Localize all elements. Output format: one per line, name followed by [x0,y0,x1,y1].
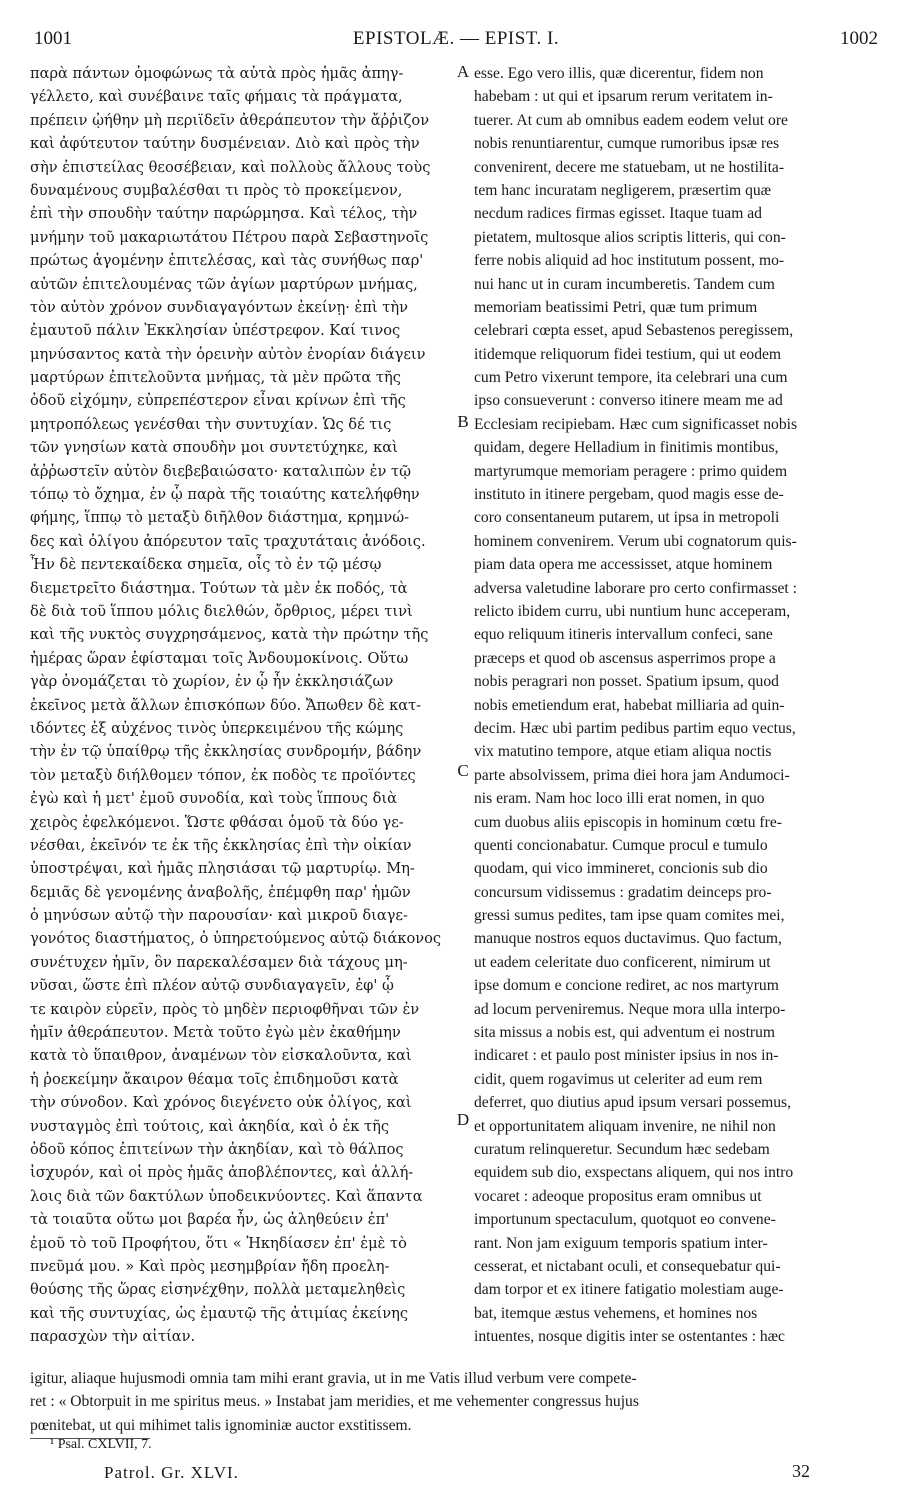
greek-text-line: μνήμην τοῦ μακαριωτάτου Πέτρου παρὰ Σεβαστηνοῖς [30,228,429,246]
greek-text-line: παρασχὼν τὴν αἰτίαν. [30,1328,196,1346]
greek-text-line: τῶν γνησίων κατὰ σπουδὴν μοι συντετύχηκε, καὶ [30,439,398,457]
footnote: ¹ Psal. CXLVII, 7. [50,1437,152,1452]
latin-text-line: ferre nobis aliquid ad hoc institutum possent, mo- [474,252,785,270]
greek-text-line: πνεῦμά μου. » Καὶ πρὸς μεσημβρίαν ἤδη προελη- [30,1257,390,1275]
page-number-left: 1001 [34,28,72,49]
greek-text-line: αὐτῶν ἐπιτελουμένας τῶν ἁγίων μαρτύρων μνήμας, [30,275,418,293]
greek-text-line: θούσης τῆς ὥρας εἰσηνέχθην, πολλὰ μεταμεληθεὶς [30,1281,406,1299]
greek-text-line: ἐμοῦ τὸ τοῦ Προφήτου, ὅτι « Ἠκηδίασεν ἐπ' ἐμὲ τὸ [30,1234,407,1252]
latin-text-line: curatum relinqueretur. Secundum hæc sedebam [474,1140,770,1158]
latin-text-line: decim. Hæc ubi partim pedibus partim equo vectus, [474,719,796,737]
greek-text-line: ἐκεῖνος μετὰ ἄλλων ἐπισκόπων δύο. Ἄπωθεν δὲ κατ- [30,696,422,714]
latin-text-line: nui hanc ut in curam incumberetis. Tandem cum [474,275,775,293]
latin-text-line: equo reliquum itineris intervallum confeci, sane [474,626,773,644]
greek-text-line: καὶ ἀφύτευτον ταύτην δυσμένειαν. Διὸ καὶ πρὸς τὴν [30,135,420,153]
greek-text-line: Ἦν δὲ πεντεκαίδεκα σημεῖα, οἷς τὸ ἐν τῷ μέσῳ [30,556,382,574]
greek-column [30,62,455,1348]
latin-text-line: necdum radices firmas egisset. Itaque tuam ad [474,205,762,223]
latin-text-line: et opportunitatem aliquam invenire, ne nihil non [474,1117,776,1135]
latin-text-line: vix matutino tempore, atque etiam aliqua noctis [474,743,772,761]
latin-text-line: nobis peragrari non posset. Spatium ipsum, quod [474,673,779,691]
latin-text-line: parte absolvissem, prima diei hora jam Andumoci- [474,766,790,784]
greek-text-line: τὴν σύνοδον. Καὶ χρόνος διεγένετο οὐκ ὀλίγος, καὶ [30,1094,412,1112]
greek-text-line: νῦσαι, ὥστε ἐπὶ πλέον αὐτῷ συνδιαγαγεῖν, ἐφ' ᾧ [30,977,394,995]
greek-text-line: γὰρ ὀνομάζεται τὸ χωρίον, ἐν ᾧ ἦν ἐκκλησιάζων [30,673,394,691]
latin-text-line: convenirent, decere me statuebam, ut ne hostilita- [474,158,785,176]
greek-text-line: φήμης, ἵππῳ τὸ μεταξὺ διῆλθον διάστημα, κρημνώ- [30,509,410,527]
latin-text-line: concursum vidissemus : gradatim deinceps pro- [474,883,772,901]
latin-text-line: ipse domum e concione rediret, ac nos martyrum [474,977,779,995]
greek-text-line: ἐγὼ καὶ ἡ μετ' ἐμοῦ συνοδία, καὶ τοὺς ἵππους διὰ [30,790,397,808]
latin-text-line: coro consentaneum putarem, ut ipsa in metropoli [474,509,780,527]
latin-text-line: dam torpor et ex itinere fatigatio molestiam auge- [474,1281,784,1299]
greek-text-line: τε καιρὸν εὑρεῖν, πρὸς τὸ μηδὲν περιοφθῆναι τῶν ἐν [30,1000,420,1018]
greek-text-line: νυσταγμὸς ἐπὶ τούτοις, καὶ ἀκηδία, καὶ ὁ ἐκ τῆς [30,1117,390,1135]
latin-text-line: tuerer. At cum ab omnibus eadem eodem velut ore [474,111,788,129]
latin-text-line: sita missus a nobis est, qui adventum ei nostrum [474,1024,776,1042]
latin-text-line: esse. Ego vero illis, quæ dicerentur, fidem non [474,65,764,82]
greek-text-line: δεμιᾶς δὲ γενομένης ἀναβολῆς, ἐπέμφθη παρ' ἡμῶν [30,883,411,901]
latin-text-line: gressi sumus pedites, tam ipse quam comites mei, [474,907,785,925]
margin-letter-b: B [457,412,469,431]
latin-text-line: cidit, quem rogavimus ut celeriter ad eum rem [474,1070,763,1088]
greek-text-line: τὸν αὐτὸν χρόνον συνδιαγαγόντων ἐκείνῃ· ἐπὶ τὴν [30,298,408,316]
latin-text-line: deferret, quo diutius apud ipsum versari possemus, [474,1094,792,1112]
greek-text-line: χειρὸς ἐφελκόμενοι. Ὥστε φθάσαι ὁμοῦ τὰ δύο γε- [30,813,404,831]
latin-text-line: ipso consueverunt : converso itinere meam me ad [474,392,783,410]
latin-text-line: ut eadem celeritate duo conficerent, nimirum ut [474,953,771,971]
greek-text-line: μηνύσαντος κατὰ τὴν ὀρεινὴν αὐτὸν ἐνορίαν διάγειν [30,345,426,363]
greek-text-line: πρέπειν ᾠήθην μὴ περιϊδεῖν ἀθεράπευτον τὴν ἄῤῥιζον [30,111,430,129]
latin-text-line: tem hanc incuratam negligerem, præsertim quæ [474,181,772,199]
latin-text-line: nobis renuntiarentur, cumque rumoribus ipsæ res [474,135,780,153]
greek-text-line: μητροπόλεως γενέσθαι τὴν συντυχίαν. Ὡς δέ τις [30,415,392,433]
greek-text-line: διεμετρεῖτο διάστημα. Τούτων τὰ μὲν ἐκ ποδός, τὰ [30,579,408,597]
greek-text-line: ἡ ῥοεκείμην ἄκαιρον θέαμα τοῖς ἐπιδημοῦσι κατὰ [30,1070,399,1088]
greek-text-line: καὶ τῆς συντυχίας, ὡς ἐμαυτῷ τῆς ἀτιμίας ἐκείνης [30,1304,409,1322]
greek-text-line: ἡμέρας ὥραν ἐφίσταμαι τοῖς Ἀνδουμοκίνοις. Οὕτω [30,649,409,667]
greek-text-line: τὰ τοιαῦτα οὕτω μοι βαρέα ἦν, ὡς ἀληθεύειν ἐπ' [30,1211,390,1229]
full-width-latin-paragraph [30,1367,892,1437]
greek-text-line: σὴν ἐπιστείλας θεοσέβειαν, καὶ πολλοὺς ἄλλους τοὺς [30,158,431,176]
volume-signature: Patrol. Gr. XLVI. [104,1463,239,1482]
latin-text-line: cum Petro vixerunt tempore, ita celebrari una cum [474,369,788,387]
latin-text-line: piam data opera me accessisset, atque hominem [474,556,773,574]
latin-text-line: importunum spectaculum, quotquot eo convene- [474,1211,776,1229]
greek-text-line: καὶ τῆς νυκτὸς συγχρησάμενος, κατὰ τὴν πρώτην τῆς [30,626,429,644]
greek-text-line: νέσθαι, ἐκεῖνόν τε ἐκ τῆς ἐκκλησίας ἐπὶ τὴν οἰκίαν [30,836,412,854]
greek-text-line: ἡμῖν ἀθεράπευτον. Μετὰ τοῦτο ἐγὼ μὲν ἐκαθήμην [30,1024,401,1042]
greek-text-line: τὴν ἐν τῷ ὑπαίθρῳ τῆς ἐκκλησίας συνδρομήν, βάδην [30,743,422,761]
latin-text-line: bat, itemque æstus vehemens, et homines nos [474,1304,758,1322]
latin-text-line: adversa valetudine laborare pro certo confirmasset : [474,579,797,597]
latin-text-line: instituto in itinere pergebam, quod magis esse de- [474,486,784,504]
latin-text-line: Ecclesiam recipiebam. Hæc cum significasset nobis [474,415,798,433]
page-header [34,28,878,54]
latin-text-line: rant. Non jam exiguum temporis spatium inter- [474,1234,768,1252]
latin-text-line: nis eram. Nam hoc loco illi erat nomen, in quo [474,790,765,808]
greek-text-line: μαρτύρων ἐπιτελοῦντα μνήμας, τὰ μὲν πρῶτα τῆς [30,369,401,387]
latin-text-line: ret : « Obtorpuit in me spiritus meus. » Instabat jam meridies, et me vehementer congressus hujus [30,1393,639,1411]
greek-text-line: πρώτως ἀγομένην ἐπιτελέσας, καὶ τὰς συνήθως παρ' [30,252,424,270]
latin-text-line: igitur, aliaque hujusmodi omnia tam mihi erant gravia, ut in me Vatis illud verbum vere compete- [30,1370,637,1387]
greek-text-line: λοις διὰ τῶν δακτύλων ὑποδεικνύοντες. Καὶ ἅπαντα [30,1187,423,1205]
latin-text-line: martyrumque memoriam peragere : primo quidem [474,462,788,480]
latin-text-line: manuque nostros equos ductavimus. Quo factum, [474,930,782,948]
latin-text-line: cesserat, et nictabant oculi, et consequebatur qui- [474,1257,781,1275]
greek-text-line: ιδόντες ἐξ αὐχένος τινὸς ὑπερκειμένου τῆς κώμης [30,719,404,737]
latin-text-line: cum duobus aliis episcopis in hominum cœtu fre- [474,813,782,831]
latin-text-line: hominem convenirem. Verum ubi cognatorum quis- [474,532,797,550]
greek-text-line: δὲ διὰ τοῦ ἵππου μόλις διελθών, ὄρθριος, μέρει τινὶ [30,602,413,620]
greek-text-line: ὑποστρέψαι, καὶ ἡμᾶς πλησιάσαι τῷ μαρτυρίῳ. Μη- [30,860,415,878]
sheet-number: 32 [792,1461,810,1481]
latin-text-line: celebrari cœpta esset, apud Sebastenos peregissem, [474,322,794,340]
page-number-right: 1002 [840,28,878,49]
greek-text-line: ἐμαυτοῦ πάλιν Ἐκκλησίαν ὑπέστρεφον. Καί τινος [30,322,401,340]
latin-text-line: pœnitebat, ut qui mihimet talis ignominiæ auctor exstitissem. [30,1416,412,1434]
latin-text-line: ad locum perveniremus. Neque mora ulla interpo- [474,1000,786,1018]
greek-text-line: κατὰ τὸ ὕπαιθρον, ἀναμένων τὸν εἰσκαλοῦντα, καὶ [30,1047,412,1065]
greek-text-line: ὁδοῦ εἰχόμην, εὐπρεπέστερον εἶναι κρίνων ἐπὶ τῆς [30,392,406,410]
latin-text-line: vocaret : adeoque propositus eram omnibus ut [474,1187,762,1205]
greek-text-line: γονότος διαστήματος, ὁ ὑπηρετούμενος αὐτῷ διάκονος [30,930,442,948]
greek-text-line: γέλλετο, καὶ συνέβαινε ταῖς φήμαις τὰ πράγματα, [30,88,403,106]
latin-text-line: nobis emetiendum erat, habebat milliaria ad quin- [474,696,785,714]
margin-letter-c: C [457,761,469,780]
greek-text-line: ἀῤῥωστεῖν αὐτὸν διεβεβαιώσατο· καταλιπὼν ἐν τῷ [30,462,411,480]
margin-letter-a: A [456,62,470,81]
latin-text-line: habebam : ut qui et ipsarum rerum veritatem in- [474,88,773,106]
latin-text-line: relicto ibidem curru, ubi nuntium hunc acceperam, [474,602,791,620]
latin-text-line: quidam, degere Helladium in finitimis montibus, [474,439,779,457]
greek-text-line: παρὰ πάντων ὁμοφώνως τὰ αὐτὰ πρὸς ἡμᾶς ἀπηγ- [30,65,404,82]
latin-text-line: quenti concionabatur. Cumque procul e tumulo [474,836,768,854]
greek-text-line: δες καὶ ὀλίγου ἀπόρευτον ταῖς τραχυτάταις ἀνόδοις. [30,532,426,550]
latin-text-line: quodam, qui vico immineret, concionis sub dio [474,860,768,878]
margin-letter-d: D [456,1110,470,1129]
latin-column [474,62,892,1348]
latin-text-line: indicaret : et paulo post minister ipsius in nos in- [474,1047,779,1065]
greek-text-line: ἐπὶ τὴν σπουδὴν ταύτην παρώρμησα. Καὶ τέλος, τὴν [30,205,418,223]
latin-text-line: pietatem, multosque alios scriptis litteris, qui con- [474,228,786,246]
greek-text-line: ἰσχυρόν, καὶ οἱ πρὸς ἡμᾶς ἀποβλέποντες, καὶ ἀλλή- [30,1164,414,1182]
greek-text-line: τὸν μεταξὺ διήλθομεν τόπον, ἐκ ποδὸς τε προϊόντες [30,766,416,784]
running-title: EPISTOLÆ. — EPIST. I. [352,28,560,49]
greek-text-line: τόπῳ τὸ ὄχημα, ἐν ᾧ παρὰ τῆς τοιαύτης κατελήφθην [30,486,420,504]
greek-text-line: ὁ μηνύσων αὐτῷ τὴν παρουσίαν· καὶ μικροῦ διαγε- [30,907,408,925]
latin-text-line: præceps et quod ob ascensus asperrimos prope a [474,649,776,667]
latin-text-line: memoriam beatissimi Petri, quæ tum primum [474,298,758,316]
greek-text-line: συνέτυχεν ἡμῖν, ὃν παρεκαλέσαμεν διὰ τάχους μη- [30,953,408,971]
latin-text-line: equidem sub dio, exspectans aliquem, qui nos intro [474,1164,794,1182]
greek-text-line: ὁδοῦ κόπος ἐπιτείνων τὴν ἀκηδίαν, καὶ τὸ θάλπος [30,1140,404,1158]
greek-text-line: δυναμένους συμβαλέσθαι τι πρὸς τὸ προκείμενον, [30,181,403,199]
latin-text-line: itidemque reliquorum fidei testium, qui ut eodem [474,345,782,363]
latin-text-line: intuentes, nosque digitis inter se ostentantes : hæc [474,1328,785,1346]
